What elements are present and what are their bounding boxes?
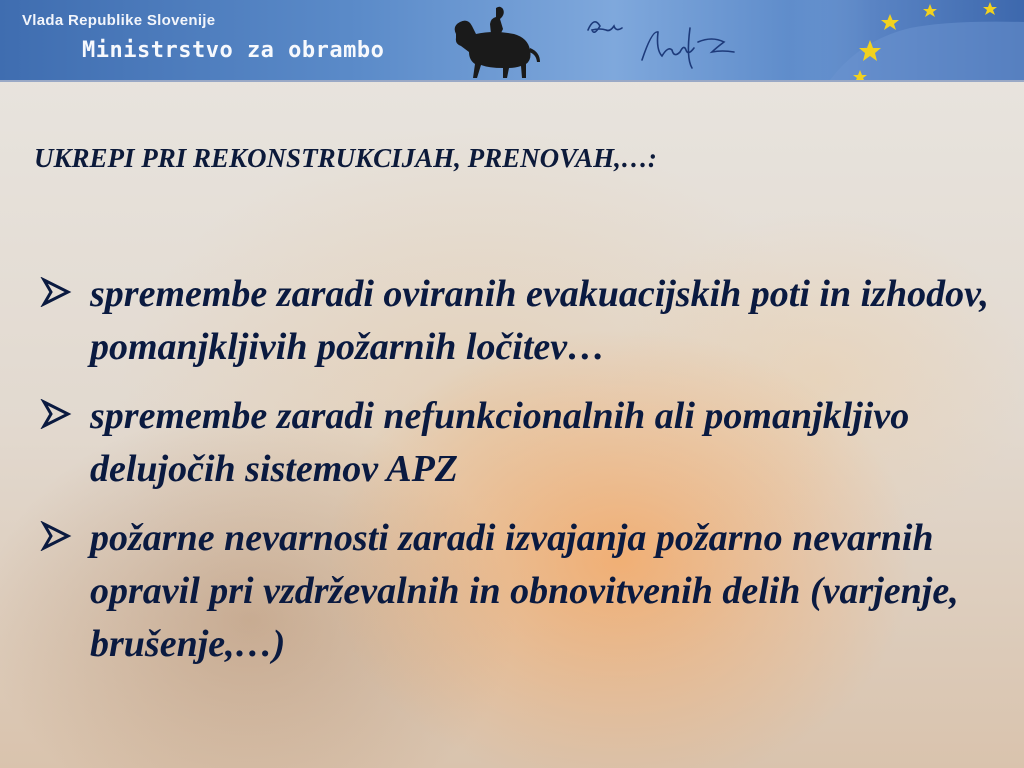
ministry-name: Ministrstvo za obrambo xyxy=(82,38,385,63)
arrow-bullet-icon xyxy=(40,521,72,551)
bullet-text: požarne nevarnosti zaradi izvajanja požarno nevarnih opravil pri vzdrževalnih in obnovitvenih delih (varjenje, brušenje,…) xyxy=(90,517,959,665)
government-name: Vlada Republike Slovenije xyxy=(22,12,216,29)
bullet-list xyxy=(40,268,1000,687)
bullet-text: spremembe zaradi nefunkcionalnih ali pomanjkljivo delujočih sistemov APZ xyxy=(90,395,910,490)
arrow-bullet-icon xyxy=(40,399,72,429)
horse-rider-emblem-icon xyxy=(444,4,544,80)
arrow-bullet-icon xyxy=(40,277,72,307)
bullet-item xyxy=(40,390,1000,496)
handwritten-signature-icon xyxy=(580,8,750,74)
eu-stars-flag-icon xyxy=(790,0,1024,80)
bullet-item xyxy=(40,512,1000,671)
bullet-item xyxy=(40,268,1000,374)
slide-heading: UKREPI PRI REKONSTRUKCIJAH, PRENOVAH,…: xyxy=(34,143,657,173)
ministry-banner xyxy=(0,0,1024,80)
bullet-text: spremembe zaradi oviranih evakuacijskih poti in izhodov, pomanjkljivih požarnih ločitev… xyxy=(90,273,990,368)
banner-divider xyxy=(0,80,1024,82)
